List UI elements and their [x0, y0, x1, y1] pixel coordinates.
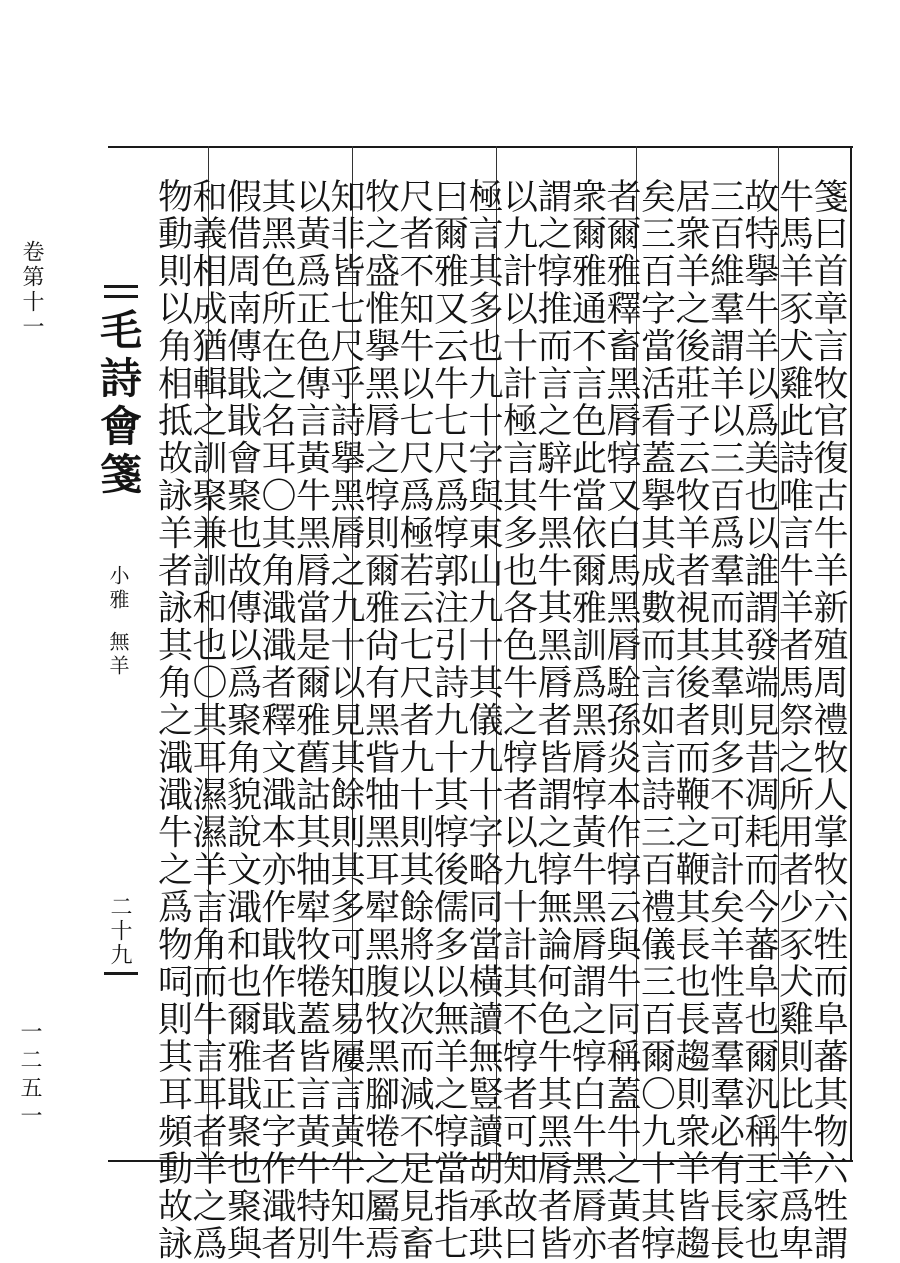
fish-tail-mark-bottom [104, 295, 138, 298]
text-column-17: 其黑色所在之名耳〇其角濈濈者釋文濈本亦作戢作戢者正字作濈者 [256, 178, 296, 1263]
text-column-3: 故特擧牛羊以爲美也以誰謂發端見昔凋耗而今蕃阜也爾汎稱王家也 [739, 178, 779, 1263]
text-column-12: 曰爾雅又云牛七尺爲犉郭注引詩九十其犉後儒多以無羊之犉當指七 [428, 178, 469, 1263]
text-column-18: 假借周南傳戢戢會聚也故傳以爲聚角貌說文濈和也爾雅戢聚也聚與 [221, 178, 262, 1263]
text-column-5: 居衆羊之後莊子云牧羊者視其後者而鞭之鞭其長也長趨則衆羊皆趨 [670, 178, 710, 1263]
text-column-8: 衆爾雅通不言色此當依爾雅訓爲黑脣犉黃牛黑脣謂之犉白牛黑脣亦 [566, 178, 607, 1263]
folio-number: 二十九 [107, 895, 132, 967]
volume-label: 卷第十一 [19, 240, 44, 340]
text-column-19: 和義相成猶輯之訓聚兼訓和也〇其耳濕濕羊言角而牛言耳者羊之爲 [187, 178, 227, 1263]
fish-tail-mark-top [104, 285, 138, 288]
text-column-10: 以九計以十計極言其多也各色牛之犉者以九十計其不犉者可知故曰 [497, 178, 538, 1263]
section-name: 小雅 [106, 565, 130, 613]
text-column-15: 知非皆七尺乎詩擧黑脣之九十以見其餘則其多可知易屨言黃牛知牛 [325, 178, 365, 1263]
text-column-4: 三百維羣謂羊以三百爲羣而其羣則多不可計矣羊性喜羣羣必有長長 [704, 178, 745, 1263]
poem-name: 無羊 [106, 631, 130, 679]
text-column-16: 以黃爲正色傳言黃牛黑脣當是爾雅舊詁其牰犚牧犈蓋皆言黃牛特別 [290, 178, 331, 1263]
text-column-11: 極言其多也九十字與東山九十其儀九十字略同當橫讀無豎讀胡承珙 [463, 178, 503, 1263]
frame-right-line [850, 146, 852, 1162]
text-column-7: 者爾雅釋畜黑脣犉又白馬黑脣駩孫炎本作犉云與牛同稱蓋牛之黃者 [601, 178, 641, 1263]
text-column-1: 箋曰首章言牧官復古牛羊新殖周禮牧人掌牧六牲而阜蕃其物六牲謂 [808, 178, 848, 1263]
book-title: 毛詩會箋 [94, 308, 143, 500]
folio-mark [104, 972, 138, 975]
frame-top-line [108, 146, 853, 148]
text-column-2: 牛馬羊豕犬雞此詩唯言牛羊者馬祭之所用者少豕犬雞則比牛羊爲卑 [773, 178, 814, 1263]
outer-page-number: 一二五一 [17, 1020, 42, 1132]
text-column-9: 謂之犉推而言之騂牛黑牛其黑脣者皆謂之犉無論何色牛其黑脣者皆 [532, 178, 572, 1263]
section-label [108, 565, 128, 679]
text-column-6: 矣三百字當活看蓋擧其成數而言如言詩三百禮儀三百爾〇九十其犉 [635, 178, 676, 1263]
text-column-13: 尺者不知牛以七尺爲極若云七尺者九十則其餘將以次而減不足見畜 [394, 178, 434, 1263]
text-column-20: 物動則以角相抵故詠羊者詠其角之濈濈牛之爲物呞則其耳頻動故詠 [152, 178, 193, 1263]
text-column-14: 牧之盛惟擧黑脣之犉則爾雅尙有黑眥牰黑耳犚黑腹牧黑腳犈之屬焉 [359, 178, 400, 1263]
